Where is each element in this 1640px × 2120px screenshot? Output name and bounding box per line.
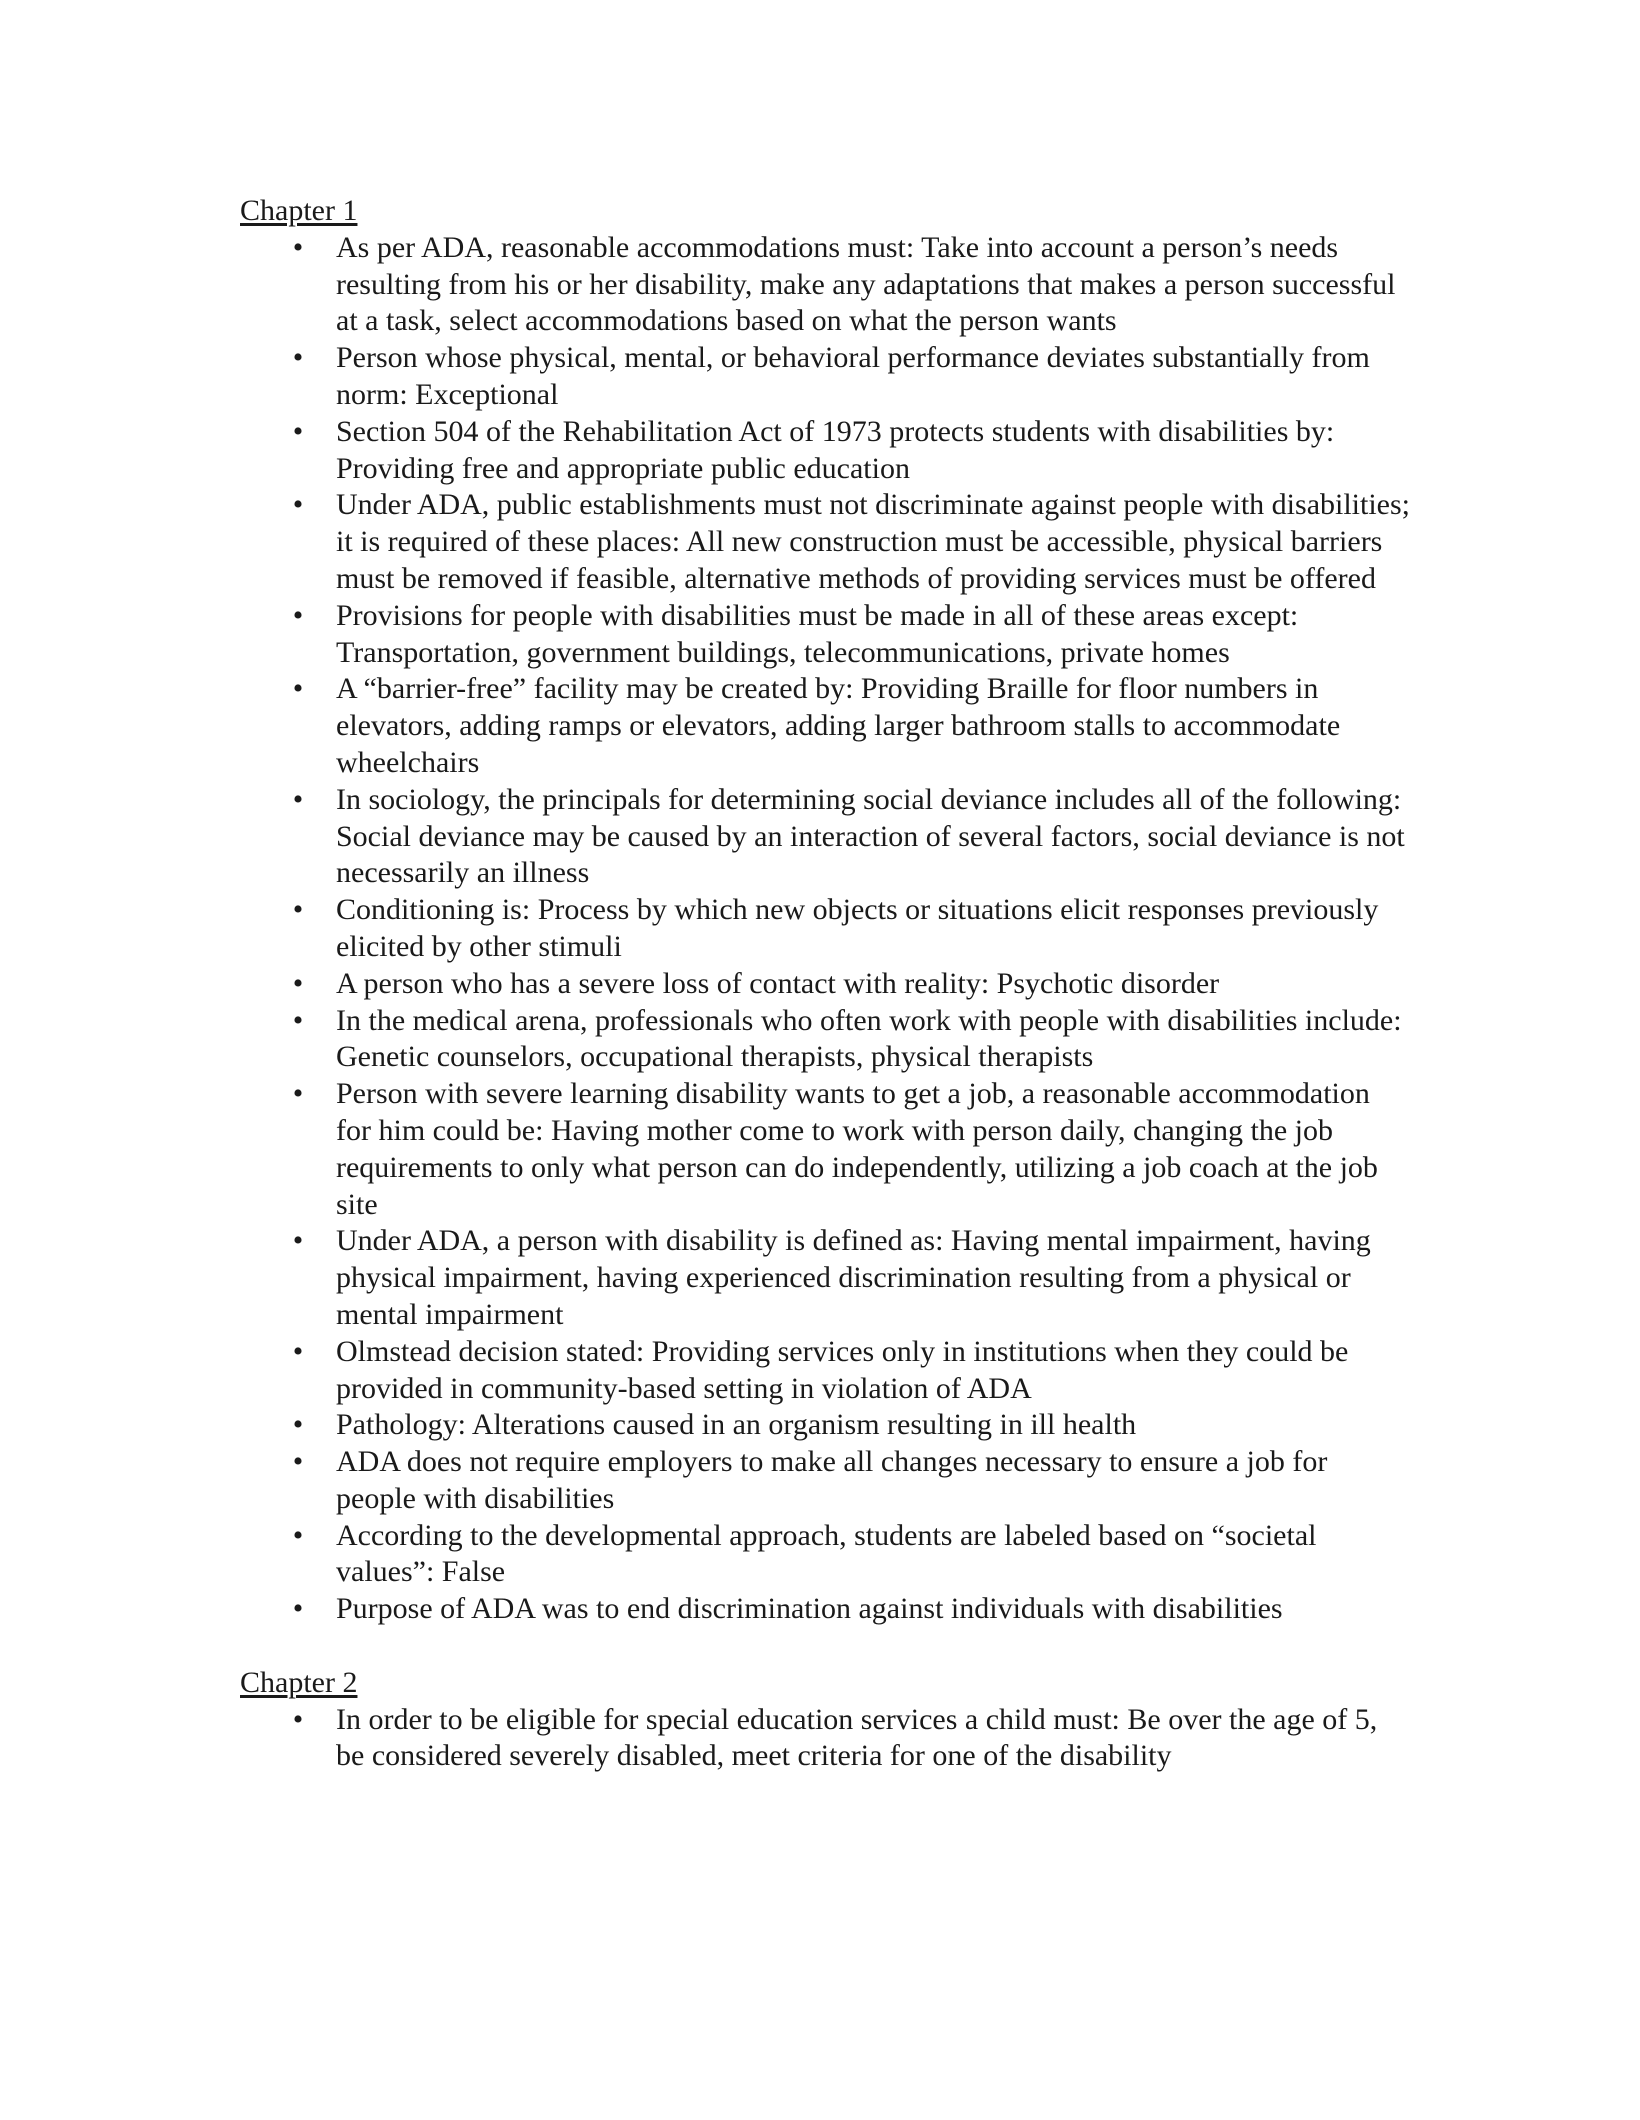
list-item bbox=[240, 1003, 1410, 1077]
list-item bbox=[240, 1076, 1410, 1223]
list-item bbox=[240, 782, 1410, 892]
list-item bbox=[240, 966, 1410, 1003]
list-item bbox=[240, 671, 1410, 781]
bullet-icon: • bbox=[292, 1702, 304, 1736]
chapter-heading: Chapter 1 bbox=[240, 194, 358, 227]
list-item-text: In sociology, the principals for determining social deviance includes all of the following: Social deviance may be caused by an interaction of several factors, social deviance is not necessarily an illness bbox=[336, 782, 1405, 890]
bullet-icon: • bbox=[292, 1592, 304, 1626]
list-item-text: Person with severe learning disability wants to get a job, a reasonable accommodation for him could be: Having mother come to work with person daily, changing the job requirements to only what person can do independently, utilizing a job coach at the job site bbox=[336, 1077, 1378, 1221]
list-item bbox=[240, 230, 1410, 340]
bullet-icon: • bbox=[292, 893, 304, 927]
bullet-icon: • bbox=[292, 1224, 304, 1258]
document-body bbox=[240, 193, 1410, 1775]
list-item-text: Provisions for people with disabilities must be made in all of these areas except: Transportation, government buildings, telecommunications, private homes bbox=[336, 598, 1299, 669]
bullet-icon: • bbox=[292, 414, 304, 448]
bullet-icon: • bbox=[292, 488, 304, 522]
list-item-text: Purpose of ADA was to end discrimination against individuals with disabilities bbox=[336, 1592, 1283, 1626]
list-item bbox=[240, 487, 1410, 597]
list-item-text: As per ADA, reasonable accommodations must: Take into account a person’s needs resulting from his or her disability, make any adaptations that makes a person successful at a task, select accommodations based on what the person wants bbox=[336, 230, 1396, 338]
bullet-icon: • bbox=[292, 1518, 304, 1552]
list-item-text: In order to be eligible for special education services a child must: Be over the age of 5, be considered severely disabled, meet criteria for one of the disability bbox=[336, 1702, 1378, 1773]
list-item-text: In the medical arena, professionals who often work with people with disabilities include: Genetic counselors, occupational therapists, physical therapists bbox=[336, 1003, 1402, 1074]
bullet-icon: • bbox=[292, 341, 304, 375]
list-item-text: Under ADA, public establishments must not discriminate against people with disabilities; it is required of these places: All new construction must be accessible, physical barriers must be removed if feasible, alternative methods of providing services must be offered bbox=[336, 488, 1411, 595]
list-item-text: Conditioning is: Process by which new objects or situations elicit responses previously elicited by other stimuli bbox=[336, 893, 1379, 963]
list-item bbox=[240, 1444, 1410, 1518]
list-item bbox=[240, 1518, 1410, 1592]
bullet-icon: • bbox=[292, 1077, 304, 1111]
list-item bbox=[240, 892, 1410, 966]
bullet-icon: • bbox=[292, 598, 304, 632]
list-item-text: ADA does not require employers to make all changes necessary to ensure a job for people with disabilities bbox=[336, 1445, 1328, 1515]
bullet-list bbox=[240, 1702, 1410, 1776]
list-item bbox=[240, 340, 1410, 414]
list-item bbox=[240, 1407, 1410, 1444]
list-item bbox=[240, 1334, 1410, 1408]
list-item-text: According to the developmental approach, students are labeled based on “societal values”: False bbox=[336, 1518, 1317, 1589]
list-item bbox=[240, 1223, 1410, 1333]
list-item-text: Olmstead decision stated: Providing services only in institutions when they could be provided in community-based setting in violation of ADA bbox=[336, 1334, 1349, 1405]
list-item-text: Under ADA, a person with disability is defined as: Having mental impairment, having physical impairment, having experienced discrimination resulting from a physical or mental impairment bbox=[336, 1224, 1371, 1331]
list-item-text: Pathology: Alterations caused in an organism resulting in ill health bbox=[336, 1408, 1137, 1442]
list-item-text: Section 504 of the Rehabilitation Act of 1973 protects students with disabilities by: Providing free and appropriate public education bbox=[336, 414, 1335, 485]
list-item bbox=[240, 414, 1410, 488]
bullet-icon: • bbox=[292, 1003, 304, 1037]
chapter-heading: Chapter 2 bbox=[240, 1665, 358, 1699]
bullet-icon: • bbox=[292, 782, 304, 816]
bullet-list bbox=[240, 230, 1410, 1628]
bullet-icon: • bbox=[292, 1334, 304, 1368]
bullet-icon: • bbox=[292, 1408, 304, 1442]
bullet-icon: • bbox=[292, 1445, 304, 1479]
bullet-icon: • bbox=[292, 672, 304, 706]
list-item-text: A person who has a severe loss of contact with reality: Psychotic disorder bbox=[336, 966, 1220, 1000]
list-item bbox=[240, 1591, 1410, 1628]
bullet-icon: • bbox=[292, 966, 304, 1000]
bullet-icon: • bbox=[292, 230, 304, 264]
list-item bbox=[240, 1702, 1410, 1776]
section-spacer bbox=[240, 1628, 1410, 1665]
chapter-section bbox=[240, 193, 1410, 1628]
list-item bbox=[240, 598, 1410, 672]
list-item-text: Person whose physical, mental, or behavioral performance deviates substantially from norm: Exceptional bbox=[336, 341, 1370, 411]
list-item-text: A “barrier-free” facility may be created by: Providing Braille for floor numbers in elevators, adding ramps or elevators, adding larger bathroom stalls to accommodate wheelchairs bbox=[336, 672, 1341, 779]
chapter-section bbox=[240, 1665, 1410, 1775]
